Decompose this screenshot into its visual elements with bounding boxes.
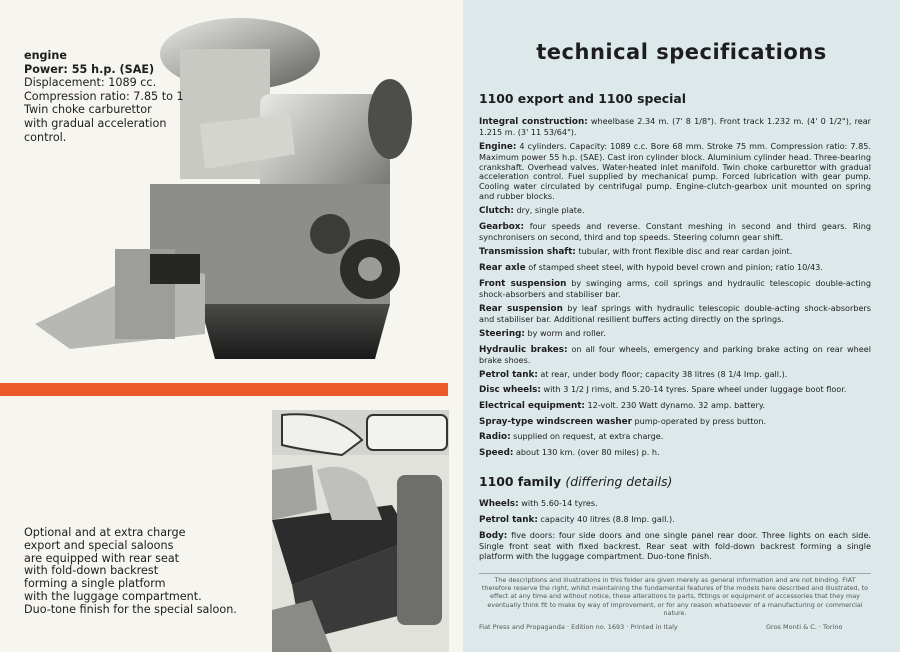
- spec-value: 4 cylinders. Capacity: 1089 c.c. Bore 68 mm. Stroke 75 mm. Compression ratio: 7.85. Maximum power 55 h.p. (SAE). Cast iron cylinder block. Aluminium cylinder head. Three-bearing crankshaft. Overhead valves. Water-heated inlet manifold. Twin choke carburettor with gradual acceleration control. Fuel supplied by mechanical pump. Forced lubrication with gear pump. Cooling water circulated by centrifugal pump. Engine-clutch-gearbox unit mounted on spring and rubber blocks.: [479, 141, 871, 201]
- spec-value: four speeds and reverse. Constant meshing in second and third gears. Ring synchronisers on second, third and top speeds. Steering column gear shift.: [479, 221, 871, 242]
- spec-value: on all four wheels, emergency and parking brake acting on rear wheel brake shoes.: [479, 344, 871, 365]
- engine-caption-line: control.: [24, 130, 67, 144]
- section-heading-family: [479, 474, 672, 489]
- spec-item: [479, 432, 871, 443]
- interior-caption: [24, 527, 264, 617]
- spec-item: [479, 247, 871, 258]
- spec-key: Rear axle: [479, 263, 526, 273]
- spec-item: [479, 345, 871, 366]
- spec-value: of stamped sheet steel, with hypoid bevel crown and pinion; ratio 10/43.: [525, 262, 823, 272]
- accent-stripe: [0, 383, 448, 396]
- interior-photo: [272, 410, 449, 652]
- spec-value: capacity 40 litres (8.8 Imp. gall.).: [537, 514, 675, 524]
- spec-value: wheelbase 2.34 m. (7' 8 1/8"). Front track 1.232 m. (4' 0 1/2"), rear 1.215 m. (3' 11 53/64").: [479, 116, 871, 137]
- engine-caption: [24, 49, 194, 144]
- spec-item: [479, 417, 871, 428]
- spec-key: Petrol tank:: [479, 515, 538, 525]
- spec-value: pump-operated by press button.: [631, 416, 767, 426]
- spec-item: [479, 206, 871, 217]
- page-title: technical specifications: [536, 40, 827, 64]
- family-item: [479, 499, 871, 510]
- spec-key: Spray-type windscreen washer: [479, 417, 632, 427]
- spec-value: by swinging arms, coil springs and hydraulic telescopic double-acting shock-absorbers and stabiliser bar.: [479, 278, 871, 299]
- spec-value: with 5.60-14 tyres.: [518, 498, 598, 508]
- spec-value: at rear, under body floor; capacity 38 litres (8 1/4 Imp. gall.).: [537, 369, 788, 379]
- spec-key: Steering:: [479, 329, 525, 339]
- spec-key: Electrical equipment:: [479, 401, 585, 411]
- spec-key: Hydraulic brakes:: [479, 345, 568, 355]
- engine-caption-line: Twin choke carburettor: [24, 103, 152, 117]
- interior-caption-line: export and special saloons: [24, 538, 174, 552]
- spec-item: [479, 304, 871, 325]
- interior-caption-line: Optional and at extra charge: [24, 526, 186, 539]
- spec-value: dry, single plate.: [513, 205, 585, 215]
- spec-key: Clutch:: [479, 206, 514, 216]
- engine-caption-line: with gradual acceleration: [24, 116, 167, 130]
- spec-item: [479, 263, 871, 274]
- spec-item: [479, 117, 871, 138]
- spec-value: five doors: four side doors and one single panel rear door. Three lights on each side. Single front seat with fixed backrest. Rear seat with fold-down backrest forming a single platform with the luggage compartment. Duo-tone finish.: [479, 530, 871, 561]
- spec-value: 12-volt. 230 Watt dynamo. 32 amp. battery.: [584, 400, 766, 410]
- engine-caption-line: Power: 55 h.p. (SAE): [24, 62, 155, 76]
- spec-item: [479, 401, 871, 412]
- disclaimer: The descriptions and illustrations in this folder are given merely as general information and are not binding. FIAT therefore reserve the right, whilst maintaining the fundamental features of the models here described and illustrated, to effect at any time and without notice, these alterations to parts, fittings or equipment of accessories that they may eventually think fit to make by way of improvement, or for any reason whatsoever of a manufacturing or commercial nature.: [481, 576, 869, 617]
- spec-key: Rear suspension: [479, 304, 563, 314]
- spec-key: Disc wheels:: [479, 385, 541, 395]
- interior-caption-line: Duo-tone finish for the special saloon.: [24, 602, 237, 616]
- family-item: [479, 515, 871, 526]
- spec-item: [479, 370, 871, 381]
- interior-caption-line: with the luggage compartment.: [24, 589, 202, 603]
- spec-key: Speed:: [479, 448, 514, 458]
- footer-publisher: Fiat Press and Propaganda · Edition no. 1693 · Printed in Italy: [479, 623, 678, 631]
- interior-caption-line: forming a single platform: [24, 577, 166, 591]
- spec-key: Engine:: [479, 142, 517, 152]
- section-heading-note: (differing details): [565, 474, 673, 489]
- spec-item: [479, 279, 871, 300]
- spec-key: Petrol tank:: [479, 370, 538, 380]
- divider: [479, 573, 871, 574]
- spec-item: [479, 142, 871, 202]
- spec-key: Radio:: [479, 432, 511, 442]
- family-item: [479, 531, 871, 561]
- spec-item: [479, 385, 871, 396]
- spec-key: Body:: [479, 531, 508, 541]
- spec-item: [479, 222, 871, 243]
- footer-printer: Gros Monti & C. · Torino: [766, 623, 843, 631]
- spec-key: Wheels:: [479, 499, 519, 509]
- spec-key: Transmission shaft:: [479, 247, 576, 257]
- spec-value: by worm and roller.: [524, 328, 606, 338]
- spec-value: with 3 1/2 J rims, and 5.20-14 tyres. Spare wheel under luggage boot floor.: [540, 384, 847, 394]
- engine-caption-line: Compression ratio: 7.85 to 1: [24, 89, 184, 103]
- engine-caption-line: Displacement: 1089 cc.: [24, 76, 157, 90]
- engine-caption-line: engine: [24, 49, 67, 62]
- spec-value: by leaf springs with hydraulic telescopic double-acting shock-absorbers and stabiliser bar. Additional resilient buffers acting directly on the springs.: [479, 303, 871, 324]
- spec-key: Integral construction:: [479, 117, 588, 127]
- spec-value: tubular, with front flexible disc and rear cardan joint.: [575, 246, 793, 256]
- interior-caption-line: are equipped with rear seat: [24, 551, 180, 565]
- spec-item: [479, 448, 871, 459]
- spec-key: Gearbox:: [479, 222, 524, 232]
- interior-caption-line: with fold-down backrest: [24, 564, 159, 578]
- spec-item: [479, 329, 871, 340]
- spec-value: about 130 km. (over 80 miles) p. h.: [513, 447, 660, 457]
- section-heading-export-special: 1100 export and 1100 special: [479, 91, 686, 106]
- spec-value: supplied on request, at extra charge.: [510, 431, 664, 441]
- section-heading-text: 1100 family: [479, 474, 562, 489]
- spec-key: Front suspension: [479, 279, 567, 289]
